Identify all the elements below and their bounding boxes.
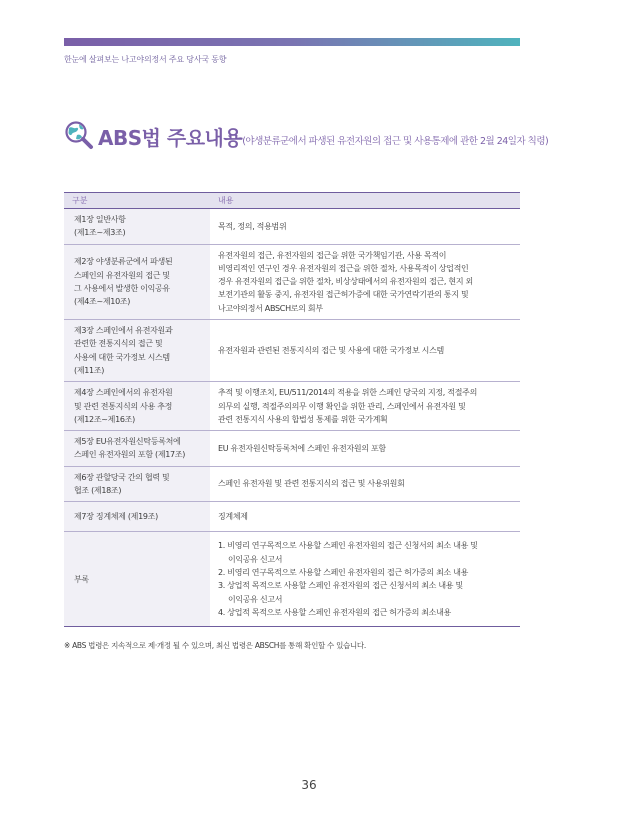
row-category <box>64 532 210 627</box>
column-header-content: 내용 <box>210 193 520 209</box>
column-header-category: 구분 <box>64 193 210 209</box>
row-category <box>64 431 210 467</box>
description-line: 이익공유 신고서 <box>228 594 283 604</box>
category-line: 그 사용에서 발생한 이익공유 <box>74 283 170 293</box>
description-line: 경우 유전자원의 접근을 위한 절차, 비상상태에서의 유전자원의 접근, 현지 외 <box>218 277 473 287</box>
category-line: 스페인 유전자원의 포함 (제17조) <box>74 450 186 460</box>
footnote: ※ ABS 법령은 지속적으로 제·개정 될 수 있으며, 최신 법령은 ABSCH를 통해 확인할 수 있습니다. <box>64 641 366 650</box>
section-title-subtitle: (야생분류군에서 파생된 유전자원의 접근 및 사용통제에 관한 2월 24일자 칙령) <box>242 136 549 147</box>
table-row <box>64 431 520 467</box>
table-row <box>64 209 520 245</box>
header-accent-bar <box>64 38 520 46</box>
description-line: 관련 전통지식 사용의 합법성 통제를 위한 국가계획 <box>218 414 388 424</box>
description-line: 목적, 정의, 적용범위 <box>218 221 287 231</box>
table-row <box>64 244 520 319</box>
category-line: 부록 <box>74 574 89 584</box>
description-line: 4. 상업적 목적으로 사용할 스페인 유전자원의 접근 허가증의 최소내용 <box>218 607 451 617</box>
row-description <box>210 502 520 532</box>
category-line: 제3장 스페인에서 유전자원과 <box>74 326 173 336</box>
category-line: 협조 (제18조) <box>74 486 122 496</box>
category-line: 사용에 대한 국가정보 시스템 <box>74 352 170 362</box>
table-row <box>64 466 520 502</box>
globe-magnifier-icon <box>64 120 94 150</box>
category-line: 제6장 관할당국 간의 협력 및 <box>74 472 170 482</box>
category-line: (제1조~제3조) <box>74 228 126 238</box>
category-line: 제7장 징계체제 (제19조) <box>74 512 158 522</box>
category-line: 제2장 야생분류군에서 파생된 <box>74 257 173 267</box>
row-category <box>64 502 210 532</box>
table-row <box>64 382 520 431</box>
category-line: 제1장 일반사항 <box>74 215 126 224</box>
row-description <box>210 209 520 245</box>
row-description <box>210 244 520 319</box>
description-line: 유전자원의 접근, 유전자원의 접근을 위한 국가책임기관, 사용 목적이 <box>218 250 447 260</box>
row-category <box>64 244 210 319</box>
description-line: 보전기관의 활동 중지, 유전자원 접근허가증에 대한 국가연락기관의 통지 및 <box>218 290 469 300</box>
category-line: 관련한 전통지식의 접근 및 <box>74 339 163 349</box>
table-row <box>64 320 520 382</box>
page-number: 36 <box>301 778 317 792</box>
row-category <box>64 382 210 431</box>
section-title <box>64 120 548 150</box>
row-category <box>64 320 210 382</box>
section-title-main: ABS법 주요내용 <box>98 126 243 150</box>
description-line: 3. 상업적 목적으로 사용할 스페인 유전자원의 접근 신청서의 최소 내용 및 <box>218 581 463 591</box>
description-line: 추적 및 이행조치, EU/511/2014의 적용을 위한 스페인 당국의 지정, 적절주의 <box>218 388 478 398</box>
row-category <box>64 466 210 502</box>
description-line: 이익공유 신고서 <box>228 554 283 564</box>
description-line: 스페인 유전자원 및 관련 전통지식의 접근 및 사용위원회 <box>218 479 405 489</box>
category-line: 제5장 EU유전자원신탁등록처에 <box>74 437 181 447</box>
row-description <box>210 466 520 502</box>
category-line: 제4장 스페인에서의 유전자원 <box>74 388 173 398</box>
row-category <box>64 209 210 245</box>
category-line: 및 관련 전통지식의 사용 추정 <box>74 401 173 411</box>
row-description <box>210 431 520 467</box>
table-row <box>64 502 520 532</box>
description-line: 비영리적인 연구인 경우 유전자원의 접근을 위한 절차, 사용목적이 상업적인 <box>218 263 469 273</box>
description-line: 징계체제 <box>218 512 248 522</box>
category-line: (제12조~제16조) <box>74 414 135 424</box>
abs-law-content-table <box>64 192 520 627</box>
row-description <box>210 382 520 431</box>
description-line: 유전자원과 관련된 전통지식의 접근 및 사용에 대한 국가정보 시스템 <box>218 346 444 356</box>
description-line: 1. 비영리 연구목적으로 사용할 스페인 유전자원의 접근 신청서의 최소 내용 및 <box>218 541 478 551</box>
description-line: 나고야의정서 ABSCH로의 회부 <box>218 303 323 313</box>
running-header: 한눈에 살펴보는 나고야의정서 주요 당사국 동향 <box>64 55 227 64</box>
category-line: (제11조) <box>74 365 105 375</box>
table-header-row <box>64 193 520 209</box>
row-description <box>210 532 520 627</box>
category-line: 스페인의 유전자원의 접근 및 <box>74 270 170 280</box>
description-line: EU 유전자원신탁등록처에 스페인 유전자원의 포함 <box>218 443 386 453</box>
row-description <box>210 320 520 382</box>
table-row <box>64 532 520 627</box>
description-line: 2. 비영리 연구목적으로 사용할 스페인 유전자원의 접근 허가증의 최소 내용 <box>218 567 469 577</box>
category-line: (제4조~제10조) <box>74 297 131 307</box>
description-line: 의무의 실행, 적절주의의무 이행 확인을 위한 관리, 스페인에서 유전자원 및 <box>218 401 466 411</box>
